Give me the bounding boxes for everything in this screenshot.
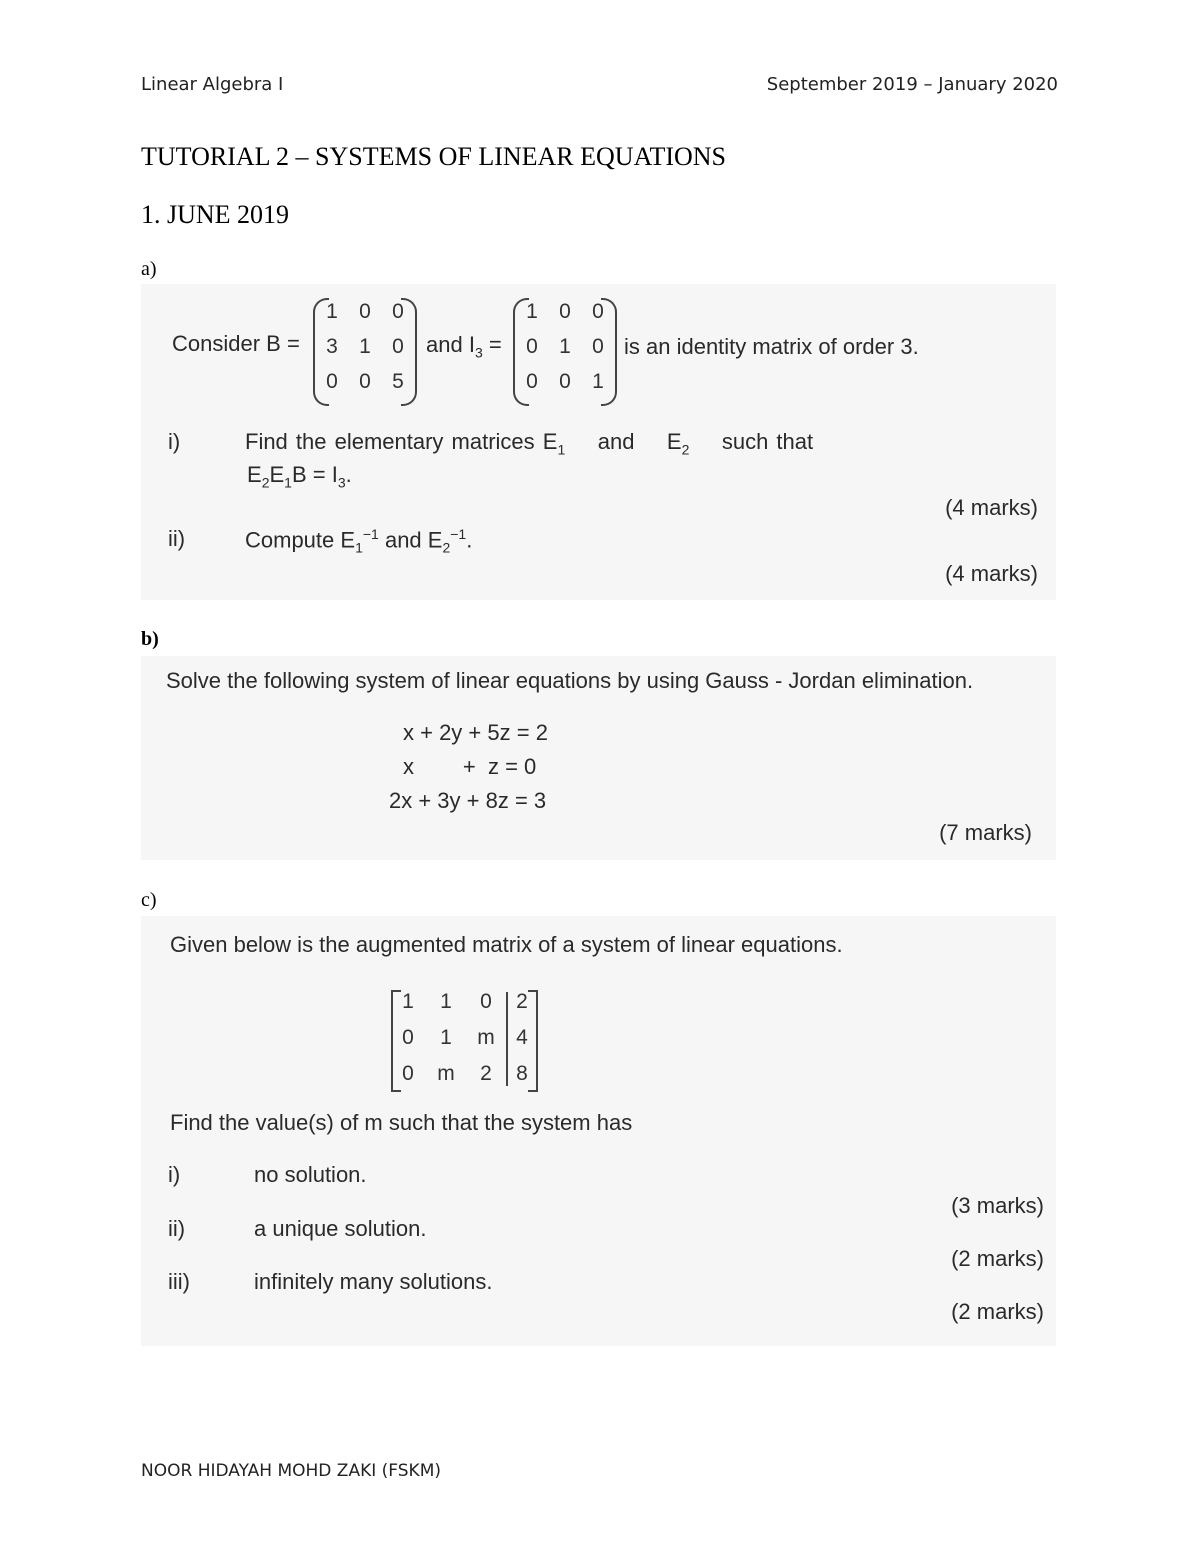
matrix-b (313, 298, 417, 410)
part-b-box (141, 656, 1056, 860)
item-i-text: Find the elementary matrices $E_1$ and $E_2$ such that (245, 429, 814, 458)
aug-cell: 2 (480, 1062, 492, 1085)
matrix-i-cell: 1 (526, 300, 538, 323)
part-b-instruction: Solve the following system of linear equations by using Gauss - Jordan elimination. (166, 668, 974, 693)
matrix-b-cell: 3 (326, 335, 338, 358)
part-a-label: a) (141, 258, 157, 280)
item-i-equation: $E_2E_1B = I_3$. (247, 462, 352, 491)
header-course: Linear Algebra I (141, 74, 284, 95)
aug-right-bracket (528, 990, 538, 1092)
matrix-b-cell: 0 (326, 370, 338, 393)
question-heading: 1. JUNE 2019 (141, 200, 290, 229)
aug-cell: 4 (516, 1026, 528, 1049)
item-i-label: i) (168, 429, 181, 454)
matrix-i-cell: 1 (559, 335, 571, 358)
aug-cell: m (477, 1026, 495, 1049)
item-ii-text: Compute $E_1^{-1}$ and $E_2^{-1}$. (245, 526, 473, 556)
aug-cell: 1 (440, 990, 452, 1013)
item-ii-label: ii) (168, 526, 186, 551)
matrix-i-cell: 0 (592, 300, 604, 323)
part-c-intro: Given below is the augmented matrix of a system of linear equations. (170, 932, 843, 957)
matrix-b-cell: 1 (326, 300, 338, 323)
item-c-iii-text: infinitely many solutions. (254, 1269, 493, 1294)
matrix-b-cell: 1 (359, 335, 371, 358)
matrix-identity (513, 298, 617, 410)
aug-cell: 0 (402, 1026, 414, 1049)
part-a-box (141, 284, 1056, 600)
aug-divider (506, 992, 508, 1086)
item-c-i-text: no solution. (254, 1162, 367, 1187)
tutorial-title: TUTORIAL 2 – SYSTEMS OF LINEAR EQUATIONS (141, 142, 727, 171)
aug-cell: 2 (516, 990, 528, 1013)
footer-author: NOOR HIDAYAH MOHD ZAKI (FSKM) (141, 1461, 441, 1481)
matrix-i-right-paren (601, 298, 617, 406)
item-c-i-label: i) (168, 1162, 181, 1187)
header-semester: September 2019 – January 2020 (766, 74, 1058, 95)
matrix-b-cell: 0 (392, 300, 404, 323)
item-c-ii-marks: (2 marks) (951, 1246, 1044, 1271)
part-b-marks: (7 marks) (939, 820, 1032, 845)
equation-2: x + z = 0 (403, 754, 537, 779)
matrix-i-cell: 0 (592, 335, 604, 358)
item-c-iii-marks: (2 marks) (951, 1299, 1044, 1324)
matrix-i-cell: 0 (559, 370, 571, 393)
matrix-i-cell: 1 (592, 370, 604, 393)
aug-cell: 0 (480, 990, 492, 1013)
part-c-find: Find the value(s) of m such that the system has (170, 1110, 633, 1135)
identity-description: is an identity matrix of order 3. (624, 334, 919, 359)
matrix-i-cell: 0 (526, 335, 538, 358)
matrix-b-right-paren (401, 298, 417, 406)
aug-cell: 1 (440, 1026, 452, 1049)
equation-3: 2x + 3y + 8z = 3 (389, 788, 547, 813)
and-i3-text: and $I_3$ = (426, 332, 502, 361)
consider-text: Consider B = (172, 331, 300, 356)
aug-cell: 1 (402, 990, 414, 1013)
augmented-matrix (391, 990, 541, 1100)
matrix-b-cell: 0 (359, 300, 371, 323)
item-i-marks: (4 marks) (945, 495, 1038, 520)
item-c-ii-text: a unique solution. (254, 1216, 427, 1241)
matrix-b-cell: 0 (359, 370, 371, 393)
part-b-label: b) (141, 628, 159, 650)
matrix-i-cell: 0 (526, 370, 538, 393)
equation-1: x + 2y + 5z = 2 (403, 720, 548, 745)
item-c-ii-label: ii) (168, 1216, 186, 1241)
item-ii-marks: (4 marks) (945, 561, 1038, 586)
matrix-b-cell: 0 (392, 335, 404, 358)
part-c-label: c) (141, 889, 157, 911)
item-c-iii-label: iii) (168, 1269, 190, 1294)
item-c-i-marks: (3 marks) (951, 1193, 1044, 1218)
aug-cell: 0 (402, 1062, 414, 1085)
matrix-b-cell: 5 (392, 370, 404, 393)
part-c-box (141, 916, 1056, 1346)
matrix-i-cell: 0 (559, 300, 571, 323)
aug-cell: 8 (516, 1062, 528, 1085)
aug-cell: m (437, 1062, 455, 1085)
